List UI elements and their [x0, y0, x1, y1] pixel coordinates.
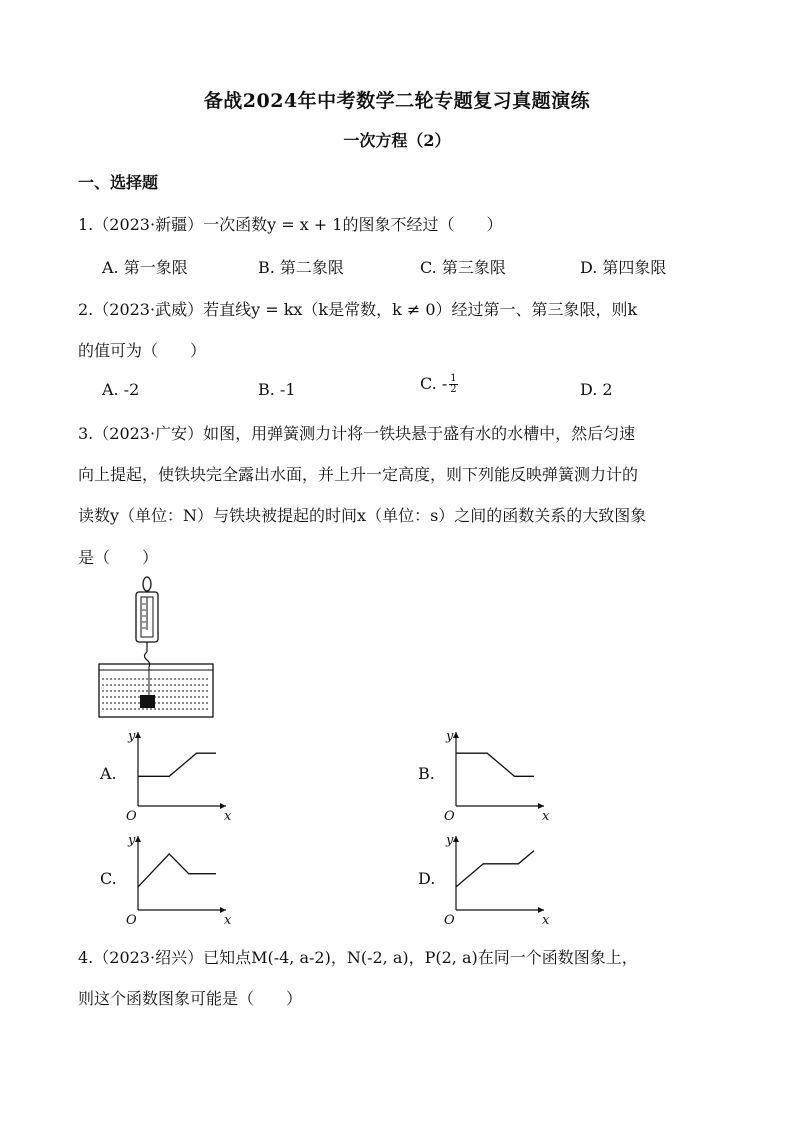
question-3-stem-line-4: 是（ ）: [78, 548, 159, 567]
q2-option-c-label: C. -: [420, 374, 448, 393]
question-4-stem-line-2: 则这个函数图象可能是（ ）: [78, 989, 303, 1008]
page-title: 备战2024年中考数学二轮专题复习真题演练: [203, 90, 591, 112]
page-subtitle: 一次方程（2）: [343, 131, 451, 150]
x-axis-label: x: [224, 809, 232, 822]
question-3-stem-line-3: 读数y（单位：N）与铁块被提起的时间x（单位：s）之间的函数关系的大致图象: [78, 506, 647, 525]
scale-ring: [143, 577, 151, 591]
q3-graph-c: [124, 832, 234, 926]
y-axis-label: y: [128, 729, 136, 744]
q1-option-b: B. 第二象限: [258, 258, 344, 277]
graph-line-b: [456, 753, 534, 776]
q2-option-a: A. -2: [102, 380, 140, 399]
y-axis-arrow: [135, 836, 141, 842]
q3-option-a-label: A.: [100, 764, 117, 783]
iron-block: [140, 695, 155, 708]
origin-label: O: [126, 809, 137, 822]
q2-option-c: [420, 374, 458, 395]
graph-line-c: [138, 854, 216, 887]
origin-label: O: [126, 913, 137, 926]
q3-graph-b: [442, 728, 552, 822]
section-heading: 一、选择题: [78, 173, 159, 192]
q3-graph-a: [124, 728, 234, 822]
q2-option-b: B. -1: [258, 380, 296, 399]
question-3-stem-line-2: 向上提起，使铁块完全露出水面，并上升一定高度，则下列能反映弹簧测力计的: [78, 465, 639, 484]
q3-graph-d: [442, 832, 552, 926]
x-axis-label: x: [224, 913, 232, 926]
x-axis-label: x: [542, 809, 550, 822]
origin-label: O: [444, 913, 455, 926]
graph-line-d: [456, 851, 534, 887]
origin-label: O: [444, 809, 455, 822]
q3-option-c-label: C.: [100, 869, 117, 888]
question-1-stem: 1.（2023·新疆）一次函数y = x + 1的图象不经过（ ）: [78, 215, 503, 234]
q1-option-c: C. 第三象限: [420, 258, 506, 277]
y-axis-label: y: [446, 729, 454, 744]
question-3-stem-line-1: 3.（2023·广安）如图，用弹簧测力计将一铁块悬于盛有水的水槽中，然后匀速: [78, 424, 636, 443]
q1-option-d: D. 第四象限: [580, 258, 667, 277]
fraction-denominator: 2: [450, 384, 457, 395]
spring-scale-illustration: [96, 574, 216, 722]
q2-option-d: D. 2: [580, 380, 613, 399]
y-axis-label: y: [446, 833, 454, 848]
fraction-numerator: 1: [450, 373, 457, 384]
y-axis-label: y: [128, 833, 136, 848]
q3-option-d-label: D.: [418, 869, 436, 888]
y-axis-arrow: [453, 732, 459, 738]
y-axis-arrow: [453, 836, 459, 842]
x-axis-label: x: [542, 913, 550, 926]
fraction: [449, 374, 457, 395]
question-2-stem-line-2: 的值可为（ ）: [78, 341, 207, 360]
q3-option-b-label: B.: [418, 764, 435, 783]
q1-option-a: A. 第一象限: [102, 258, 188, 277]
y-axis-arrow: [135, 732, 141, 738]
question-4-stem-line-1: 4.（2023·绍兴）已知点M(-4, a-2)，N(-2, a)，P(2, a)在同一个函数图象上，: [78, 948, 638, 967]
question-2-stem-line-1: 2.（2023·武威）若直线y = kx（k是常数，k ≠ 0）经过第一、第三象限，则k: [78, 300, 638, 319]
scale-hook: [145, 652, 150, 667]
graph-line-a: [138, 753, 216, 776]
